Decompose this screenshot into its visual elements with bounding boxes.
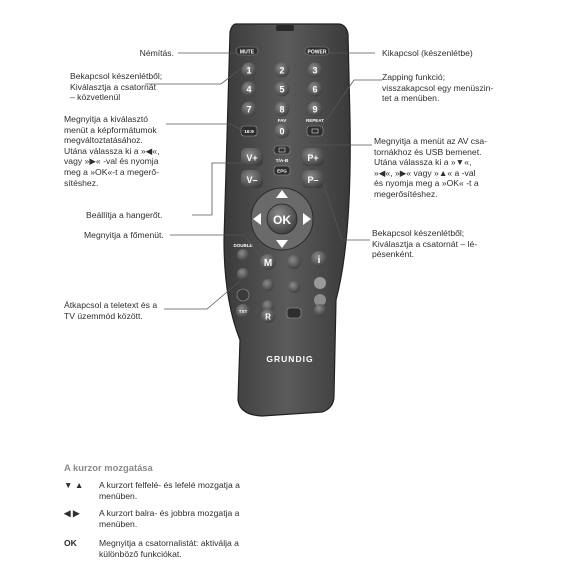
brand-logo: GRUNDIG — [266, 354, 314, 364]
updown-text: A kurzort felfelé- és lefelé mozgatja a menüben. — [99, 480, 240, 501]
red-button — [237, 289, 249, 301]
digit-5: 5 — [279, 84, 285, 95]
digit-6: 6 — [312, 84, 318, 95]
svg-text:R: R — [265, 312, 271, 322]
callout-power-on: Bekapcsol készenlétből; Kiválasztja a csatornát – közvetlenül — [70, 71, 163, 103]
cursor-section-title: A kurzor mozgatása — [64, 462, 153, 473]
callout-format: Megnyitja a kiválasztó menüt a képformátumok megváltoztatásához. Utána válassza ki a »◀«, vagy »▶« -val és nyomja meg a »OK«-t a megerő- sítéshez. — [64, 114, 160, 188]
svg-text:V+: V+ — [246, 153, 258, 163]
subtitle-button — [287, 308, 301, 318]
callout-channel: Bekapcsol készenlétből; Kiválasztja a csatornát – lé- pésenként. — [372, 228, 478, 260]
av-button — [274, 146, 290, 154]
mute-label: MUTE — [239, 49, 255, 56]
back-button — [287, 255, 301, 269]
tvab-label: T/A-B — [275, 159, 289, 164]
callout-av-menu: Megnyitja a menüt az AV csa- tornákhoz és USB bemenet. Utána válassza ki a »▼«, »◀«, »▶« vagy »▲« a -val és nyomja meg a »OK« -t a megerősítéshez. — [374, 136, 488, 199]
callout-main-menu: Megnyitja a főmenüt. — [84, 230, 164, 240]
svg-text:i: i — [317, 255, 321, 266]
leftright-symbol: ◀ ▶ — [64, 508, 80, 518]
callout-volume: Beállítja a hangerőt. — [86, 210, 163, 220]
callout-standby: Kikapcsol (készenlétbe) — [382, 48, 473, 58]
updown-symbol: ▼ ▲ — [64, 480, 84, 490]
ok-symbol: OK — [64, 538, 77, 548]
svg-text:P–: P– — [307, 175, 319, 185]
repeat-label: REPEAT — [306, 118, 324, 123]
svg-text:M: M — [263, 258, 273, 269]
double-label: DOUBLE — [233, 243, 253, 248]
svg-text:TXT: TXT — [238, 309, 248, 314]
callout-teletext: Átkapcsol a teletext és a TV üzemmód között. — [64, 300, 158, 321]
svg-text:EPG: EPG — [277, 168, 287, 174]
digit-4: 4 — [246, 84, 252, 95]
double-button — [237, 249, 249, 261]
fav-label: FAV — [277, 118, 287, 123]
digit-7: 7 — [246, 104, 252, 115]
svg-text:P+: P+ — [307, 153, 319, 163]
ok-label: OK — [273, 213, 291, 227]
digit-2: 2 — [279, 65, 285, 76]
ok-text: Megnyitja a csatornalistát: aktiválja a különböző funkciókat. — [99, 538, 239, 559]
svg-text:V–: V– — [246, 175, 258, 185]
callout-zapping: Zapping funkció; visszakapcsol egy menüszin- tet a menüben. — [382, 72, 494, 104]
digit-8: 8 — [279, 104, 285, 115]
power-label: POWER — [307, 49, 327, 56]
digit-1: 1 — [246, 65, 252, 76]
leftright-text: A kurzort balra- és jobbra mozgatja a menüben. — [99, 508, 240, 529]
stop-button — [288, 281, 300, 293]
digit-9: 9 — [312, 104, 318, 115]
digit-3: 3 — [312, 65, 318, 76]
play-pause-button — [237, 268, 249, 280]
sound-button — [314, 304, 326, 316]
callout-mute: Némítás. — [139, 48, 174, 58]
rewind-button — [262, 279, 274, 291]
green-button — [314, 277, 326, 289]
digit-0: 0 — [279, 126, 285, 137]
format-label: 16:9 — [244, 130, 254, 135]
